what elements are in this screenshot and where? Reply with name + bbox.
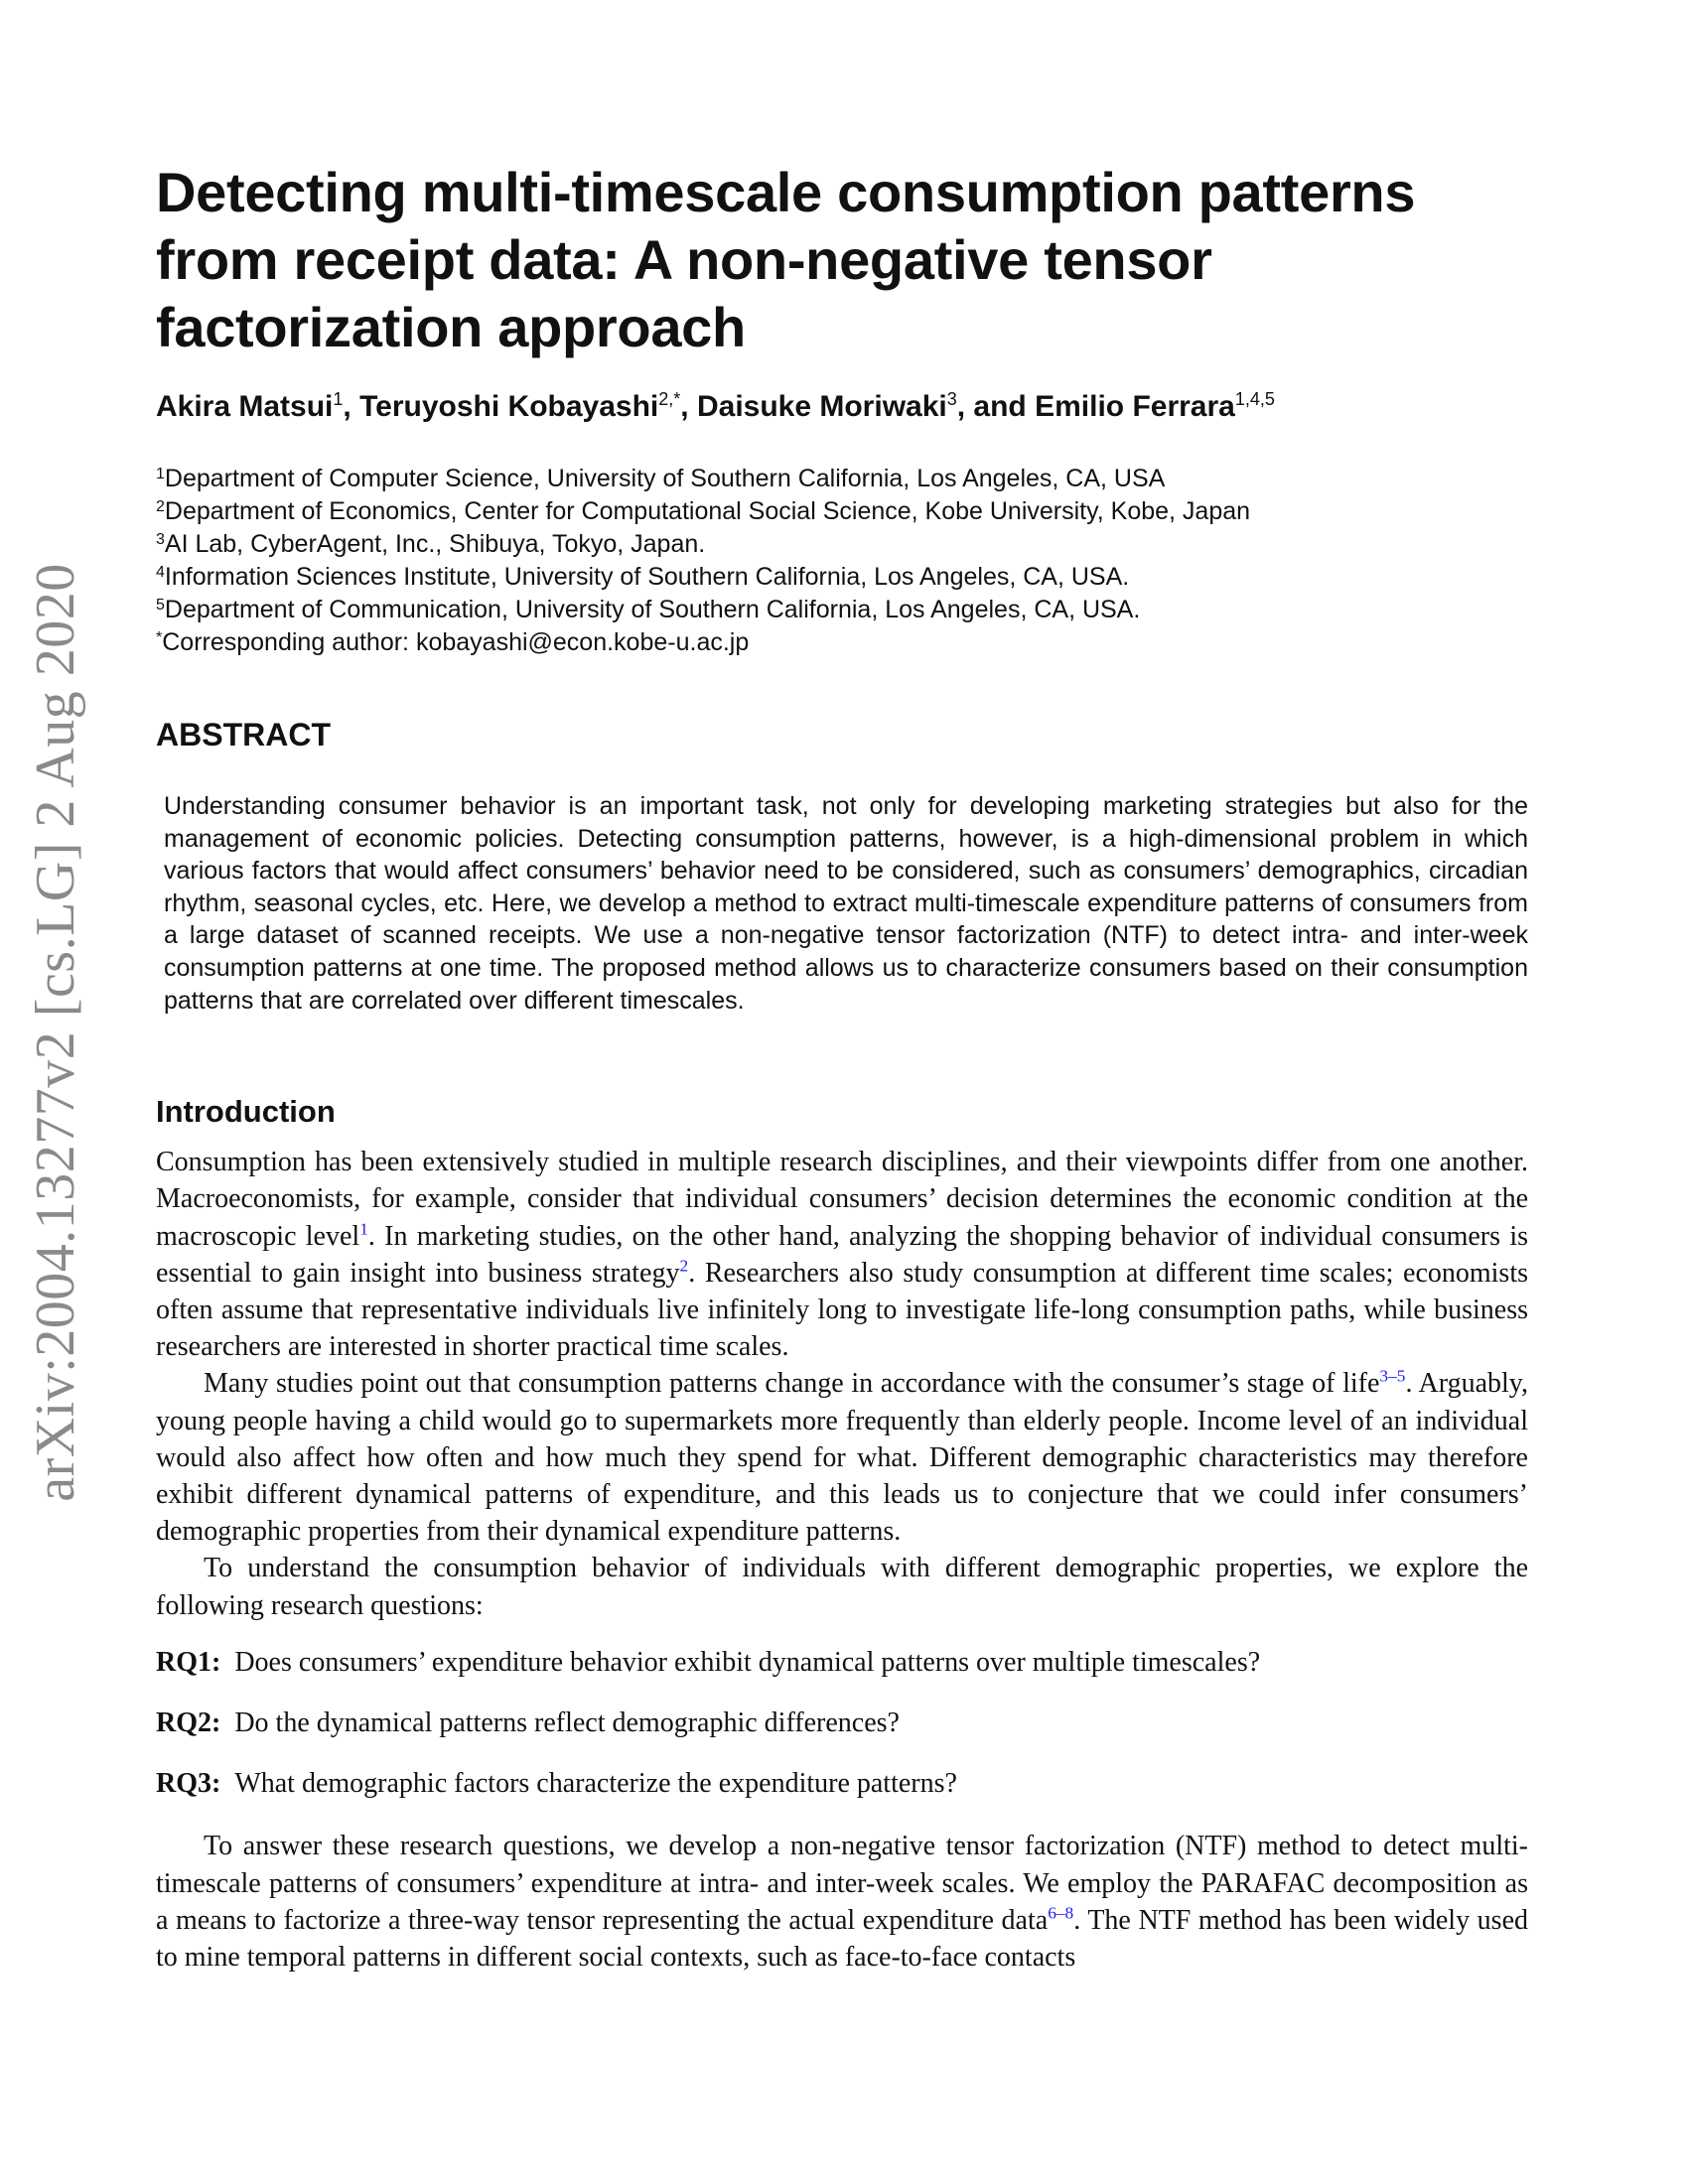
citation-link[interactable]: 6–8 bbox=[1048, 1903, 1074, 1923]
research-question-label: RQ3: bbox=[156, 1768, 221, 1800]
paper-title: Detecting multi-timescale consumption patterns from receipt data: A non-negative tensor factorization approach bbox=[156, 161, 1416, 358]
affiliation-mark: 3 bbox=[156, 531, 165, 548]
abstract-heading: ABSTRACT bbox=[156, 717, 331, 752]
author-separator: , bbox=[343, 390, 360, 423]
research-question bbox=[156, 1765, 1528, 1802]
paragraph-text: Consumption has been extensively studied in multiple research disciplines, and their viewpoints differ from one another. Macroeconomists, for example, consider that individual consumers’ decision determines the economic condition at the macroscopic level bbox=[156, 1147, 1528, 1252]
paragraph-text: . Arguably, young people having a child would go to supermarkets more frequently than elderly people. Income level of an individual would also affect how often and how much they spend for what. Different demographic characteristics may therefore exhibit different dynamical patterns of expenditure, and this leads us to conjecture that we could infer consumers’ demographic properties from their dynamical expenditure patterns. bbox=[156, 1368, 1528, 1548]
citation-link[interactable]: 2 bbox=[679, 1256, 689, 1276]
author-list bbox=[156, 387, 1528, 427]
paragraph-text: . In marketing studies, on the other hand, analyzing the shopping behavior of individual consumers is essential to gain insight into business strategy bbox=[156, 1220, 1528, 1289]
affiliation-item bbox=[156, 463, 1528, 495]
introduction-heading: Introduction bbox=[156, 1094, 336, 1130]
affiliation-item bbox=[156, 561, 1528, 594]
affiliation-text: Department of Computer Science, University of Southern California, Los Angeles, CA, USA bbox=[164, 465, 1166, 492]
affiliation-text: Department of Communication, University of Southern California, Los Angeles, CA, USA. bbox=[164, 596, 1141, 623]
affiliation-list bbox=[156, 463, 1528, 659]
author-affil-mark: 2,* bbox=[658, 389, 681, 409]
paragraph-text: . The NTF method has been widely used to mine temporal patterns in different social contexts, such as face-to-face contacts bbox=[156, 1904, 1528, 1974]
research-question bbox=[156, 1705, 1528, 1741]
paragraph bbox=[156, 1828, 1528, 1976]
paper-content bbox=[156, 159, 1528, 1976]
corresponding-author-text: Corresponding author: kobayashi@econ.kobe-u.ac.jp bbox=[162, 628, 750, 656]
paragraph-text: . Researchers also study consumption at different time scales; economists often assume that representative individuals live infinitely long to investigate life-long consumption paths, while business researchers are interested in shorter practical time scales. bbox=[156, 1257, 1529, 1363]
introduction-body bbox=[156, 1144, 1528, 1976]
author-name: Emilio Ferrara bbox=[1035, 390, 1235, 423]
affiliation-item bbox=[156, 528, 1528, 561]
author-separator: , bbox=[680, 390, 697, 423]
paragraph bbox=[156, 1144, 1528, 1365]
paragraph bbox=[156, 1365, 1528, 1550]
affiliation-mark: 4 bbox=[156, 564, 165, 581]
citation-link[interactable]: 1 bbox=[359, 1219, 368, 1239]
author-affil-mark: 1,4,5 bbox=[1234, 389, 1275, 409]
abstract-text: Understanding consumer behavior is an important task, not only for developing marketing strategies but also for the management of economic policies. Detecting consumption patterns, however, is a high-dimensional problem in which various factors that would affect consumers’ behavior need to be considered, such as consumers’ demographics, circadian rhythm, seasonal cycles, etc. Here, we develop a method to extract multi-timescale expenditure patterns of consumers from a large dataset of scanned receipts. We use a non-negative tensor factorization (NTF) to detect intra- and inter-week consumption patterns at one time. The proposed method allows us to characterize consumers based on their consumption patterns that are correlated over different timescales. bbox=[164, 792, 1528, 1015]
research-question-list bbox=[156, 1644, 1528, 1803]
affiliation-mark: 5 bbox=[156, 597, 165, 614]
affiliation-text: Department of Economics, Center for Computational Social Science, Kobe University, Kobe, Japan bbox=[164, 497, 1251, 525]
affiliation-item bbox=[156, 594, 1528, 626]
arxiv-identifier-stamp: arXiv:2004.13277v2 [cs.LG] 2 Aug 2020 bbox=[25, 563, 86, 1502]
affiliation-text: Information Sciences Institute, University of Southern California, Los Angeles, CA, USA. bbox=[164, 563, 1130, 591]
author-separator: , and bbox=[956, 390, 1036, 423]
paragraph: To understand the consumption behavior of individuals with different demographic properties, we explore the following research questions: bbox=[156, 1553, 1528, 1621]
author-name: Daisuke Moriwaki bbox=[696, 390, 947, 423]
research-question-text: Does consumers’ expenditure behavior exhibit dynamical patterns over multiple timescales? bbox=[234, 1646, 1261, 1678]
affiliation-text: AI Lab, CyberAgent, Inc., Shibuya, Tokyo, Japan. bbox=[164, 530, 706, 558]
paragraph-text: To answer these research questions, we develop a non-negative tensor factorization (NTF) method to detect multi-timescale patterns of consumers’ expenditure at intra- and inter-week scales. We employ the PARAFAC decomposition as a means to factorize a three-way tensor representing the actual expenditure data bbox=[156, 1831, 1528, 1936]
author-affil-mark: 3 bbox=[946, 389, 957, 409]
research-question-text: Do the dynamical patterns reflect demographic differences? bbox=[234, 1707, 900, 1738]
author-affil-mark: 1 bbox=[333, 389, 344, 409]
author-name: Teruyoshi Kobayashi bbox=[359, 390, 659, 423]
research-question-text: What demographic factors characterize the expenditure patterns? bbox=[234, 1768, 957, 1800]
citation-link[interactable]: 3–5 bbox=[1379, 1367, 1406, 1387]
research-question-label: RQ1: bbox=[156, 1646, 221, 1678]
affiliation-mark: * bbox=[156, 629, 163, 646]
corresponding-author bbox=[156, 626, 1528, 659]
affiliation-mark: 2 bbox=[156, 498, 165, 515]
research-question bbox=[156, 1644, 1528, 1681]
author-name: Akira Matsui bbox=[156, 390, 334, 423]
research-question-label: RQ2: bbox=[156, 1707, 221, 1738]
affiliation-item bbox=[156, 495, 1528, 528]
affiliation-mark: 1 bbox=[156, 466, 165, 482]
paragraph-text: Many studies point out that consumption patterns change in accordance with the consumer’s stage of life bbox=[204, 1368, 1380, 1400]
